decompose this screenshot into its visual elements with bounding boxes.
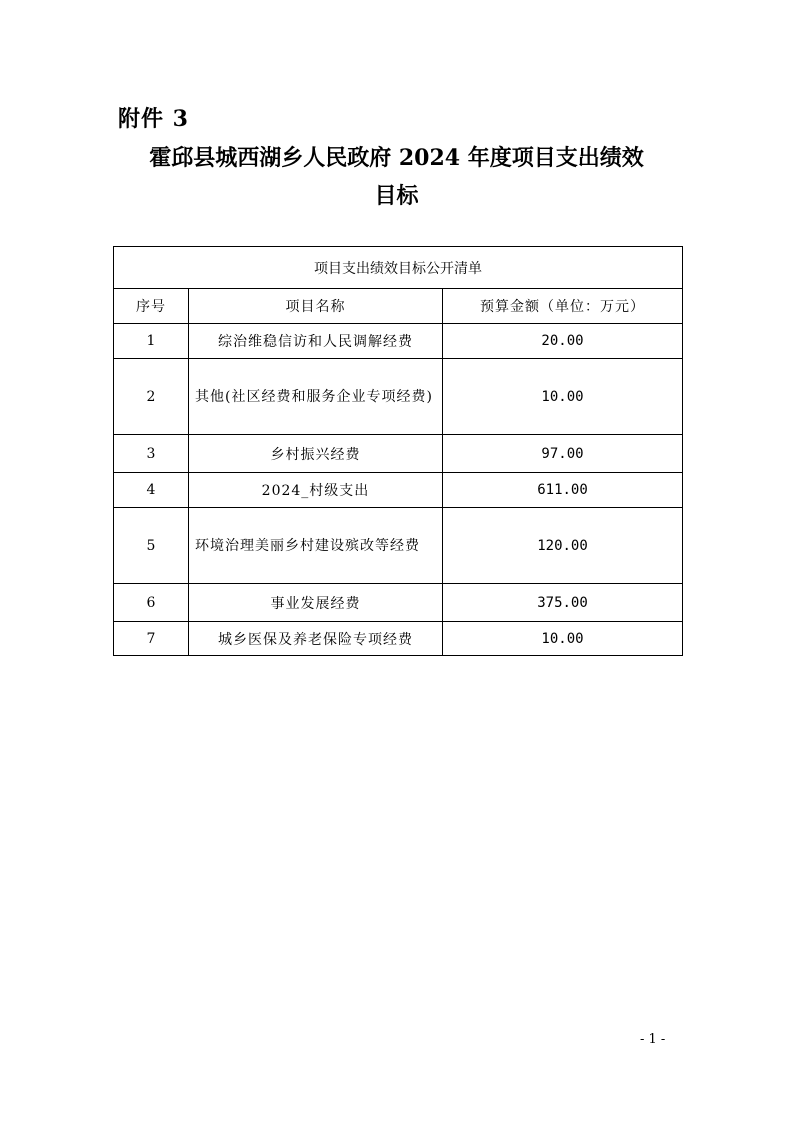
row-amount: 20.00 xyxy=(443,324,683,359)
row-index: 4 xyxy=(114,473,189,508)
table-header-row xyxy=(114,289,683,324)
row-name: 2024_村级支出 xyxy=(189,473,443,508)
performance-table xyxy=(113,246,683,656)
row-name: 环境治理美丽乡村建设殡改等经费 xyxy=(189,508,443,584)
table-row xyxy=(114,435,683,473)
table-row xyxy=(114,359,683,435)
document-title-line2: 目标 xyxy=(374,183,419,209)
row-amount: 10.00 xyxy=(443,359,683,435)
table-row xyxy=(114,508,683,584)
row-amount: 10.00 xyxy=(443,622,683,656)
row-index: 5 xyxy=(114,508,189,584)
header-name: 项目名称 xyxy=(189,289,443,324)
table-row xyxy=(114,584,683,622)
row-name: 乡村振兴经费 xyxy=(189,435,443,473)
header-budget: 预算金额（单位：万元） xyxy=(443,289,683,324)
document-title-line1: 霍邱县城西湖乡人民政府 2024 年度项目支出绩效 xyxy=(149,145,644,171)
header-index: 序号 xyxy=(114,289,189,324)
row-amount: 120.00 xyxy=(443,508,683,584)
table-caption: 项目支出绩效目标公开清单 xyxy=(114,247,683,289)
row-name: 其他(社区经费和服务企业专项经费) xyxy=(189,359,443,435)
row-index: 2 xyxy=(114,359,189,435)
table-row xyxy=(114,473,683,508)
attachment-label: 附件 3 xyxy=(118,106,189,132)
row-index: 1 xyxy=(114,324,189,359)
row-amount: 375.00 xyxy=(443,584,683,622)
row-amount: 611.00 xyxy=(443,473,683,508)
row-name: 综治维稳信访和人民调解经费 xyxy=(189,324,443,359)
page-number: - 1 - xyxy=(640,1032,666,1047)
table-row xyxy=(114,324,683,359)
row-amount: 97.00 xyxy=(443,435,683,473)
row-index: 3 xyxy=(114,435,189,473)
table-row xyxy=(114,622,683,656)
row-index: 7 xyxy=(114,622,189,656)
row-name: 事业发展经费 xyxy=(189,584,443,622)
row-name: 城乡医保及养老保险专项经费 xyxy=(189,622,443,656)
table-caption-row xyxy=(114,247,683,289)
row-index: 6 xyxy=(114,584,189,622)
